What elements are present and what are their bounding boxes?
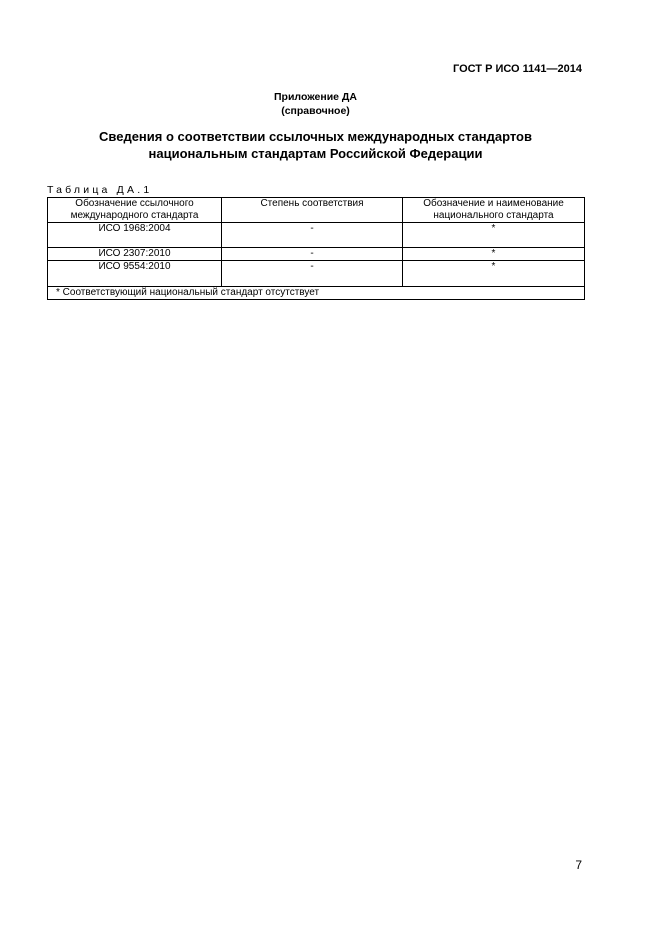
header-national-line-2: национального стандарта	[433, 210, 554, 221]
table-row	[48, 261, 585, 287]
annex-block	[0, 90, 631, 118]
cell-degree: -	[222, 248, 403, 261]
table-footnote-row	[48, 287, 585, 300]
table-header-row	[48, 198, 585, 223]
header-international-line-2: международного стандарта	[70, 210, 199, 221]
annex-title: Приложение ДА	[274, 91, 357, 103]
page-number: 7	[575, 858, 582, 872]
cell-national: *	[403, 223, 585, 248]
header-degree-of-correspondence	[222, 198, 403, 223]
table-footnote: * Соответствующий национальный стандарт отсутствует	[48, 287, 585, 300]
cell-degree: -	[222, 223, 403, 248]
heading-line-1: Сведения о соответствии ссылочных международных стандартов	[99, 129, 532, 144]
cell-national: *	[403, 261, 585, 287]
header-national-line-1: Обозначение и наименование	[423, 198, 564, 209]
section-heading	[0, 128, 631, 162]
header-international-standard	[48, 198, 222, 223]
annex-subtitle: (справочное)	[281, 105, 350, 117]
table-row	[48, 223, 585, 248]
document-code: ГОСТ Р ИСО 1141—2014	[452, 63, 582, 75]
header-degree-line-1: Степень соответствия	[260, 198, 364, 209]
cell-standard: ИСО 2307:2010	[48, 248, 222, 261]
cell-degree: -	[222, 261, 403, 287]
header-international-line-1: Обозначение ссылочного	[75, 198, 194, 209]
heading-line-2: национальным стандартам Российской Федерации	[148, 146, 483, 161]
correspondence-table	[47, 197, 585, 300]
cell-national: *	[403, 248, 585, 261]
cell-standard: ИСО 9554:2010	[48, 261, 222, 287]
header-national-standard	[403, 198, 585, 223]
table-caption: Таблица ДА.1	[47, 184, 153, 196]
cell-standard: ИСО 1968:2004	[48, 223, 222, 248]
table-row	[48, 248, 585, 261]
